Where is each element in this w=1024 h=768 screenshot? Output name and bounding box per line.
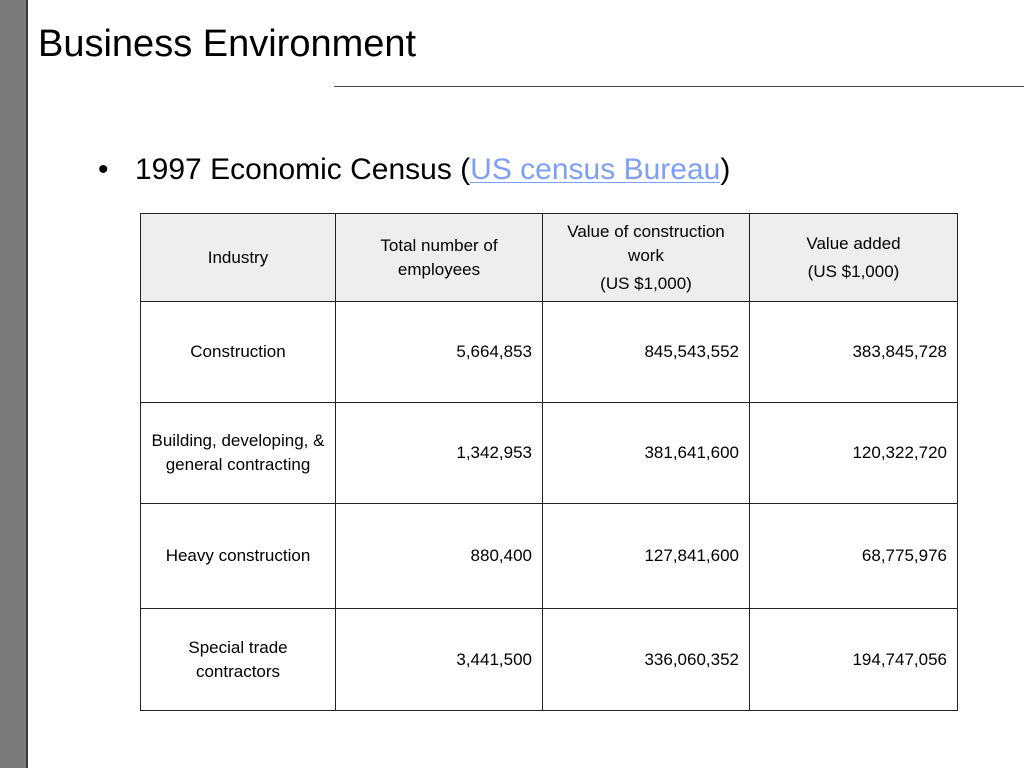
employees-cell: 3,441,500 [336, 609, 543, 711]
industry-cell: Heavy construction [141, 504, 336, 609]
bullet-text-close: ) [720, 153, 731, 186]
industry-cell: Special trade contractors [141, 609, 336, 711]
industry-cell: Construction [141, 302, 336, 403]
census-table [140, 213, 958, 711]
construction-value-cell: 845,543,552 [543, 302, 750, 403]
value-added-cell: 383,845,728 [750, 302, 958, 403]
value-added-cell: 120,322,720 [750, 403, 958, 504]
header-label: Industry [207, 247, 269, 267]
bullet-text: 1997 Economic Census ( [135, 153, 471, 186]
header-value-added [750, 214, 958, 302]
census-bureau-link[interactable]: US census Bureau [470, 153, 721, 186]
header-label: Total number of employees [380, 235, 498, 279]
header-employees [336, 214, 543, 302]
header-unit: (US $1,000) [600, 273, 692, 293]
header-label: Value of construction work [567, 221, 725, 265]
employees-cell: 1,342,953 [336, 403, 543, 504]
table-row [141, 609, 958, 711]
industry-cell: Building, developing, & general contracting [141, 403, 336, 504]
left-accent-bar [0, 0, 28, 768]
header-industry [141, 214, 336, 302]
table-row [141, 504, 958, 609]
table-row [141, 403, 958, 504]
employees-cell: 880,400 [336, 504, 543, 609]
construction-value-cell: 127,841,600 [543, 504, 750, 609]
value-added-cell: 194,747,056 [750, 609, 958, 711]
header-label: Value added [806, 233, 901, 253]
construction-value-cell: 336,060,352 [543, 609, 750, 711]
bullet-item [98, 150, 730, 190]
construction-value-cell: 381,641,600 [543, 403, 750, 504]
title-divider [334, 86, 1024, 87]
table-row [141, 302, 958, 403]
employees-cell: 5,664,853 [336, 302, 543, 403]
table-header-row [141, 214, 958, 302]
header-construction-value [543, 214, 750, 302]
page-title: Business Environment [38, 23, 417, 65]
bullet-symbol: • [98, 153, 109, 186]
header-unit: (US $1,000) [807, 261, 900, 281]
value-added-cell: 68,775,976 [750, 504, 958, 609]
